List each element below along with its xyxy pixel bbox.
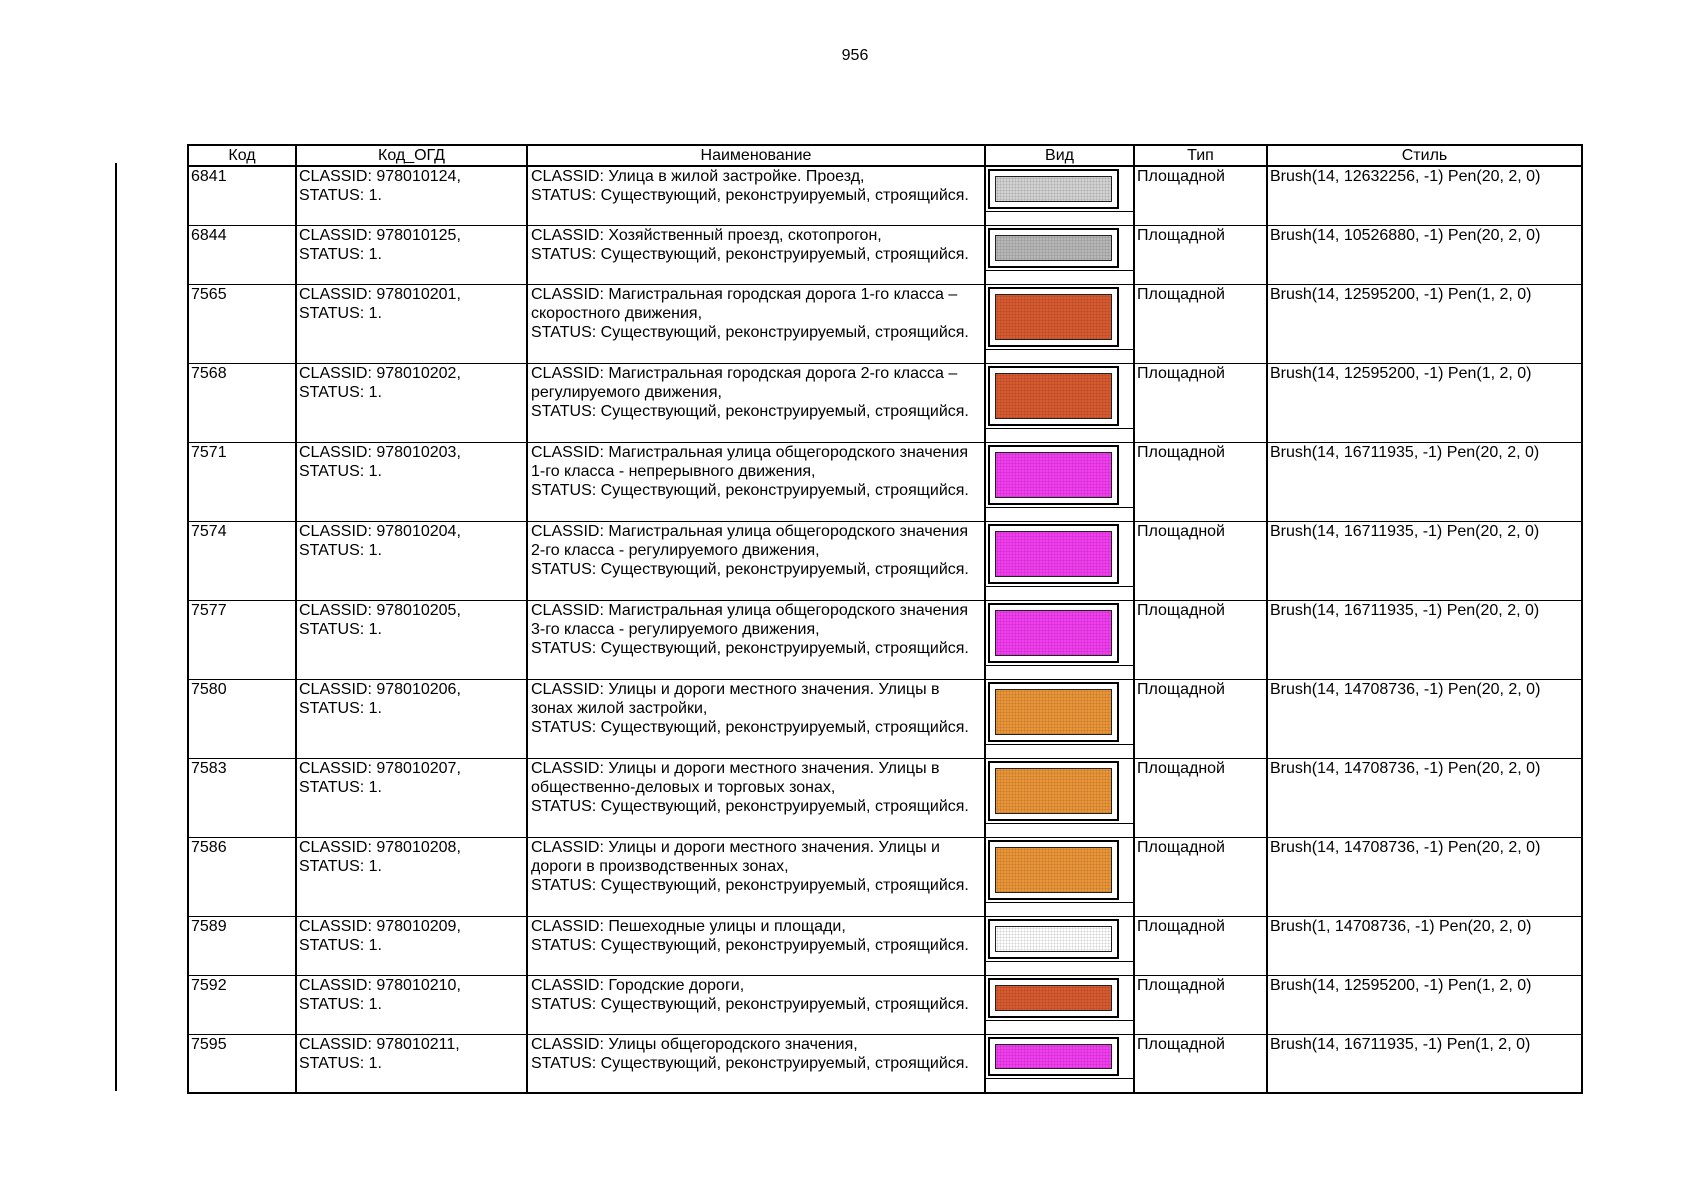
ogd-status: STATUS: 1. xyxy=(299,245,382,263)
swatch-underline xyxy=(986,744,1133,758)
cell-view xyxy=(985,679,1134,758)
swatch-frame xyxy=(988,603,1119,663)
cell-code: 6841 xyxy=(188,166,296,225)
cell-style: Brush(14, 12595200, -1) Pen(1, 2, 0) xyxy=(1267,363,1582,442)
table-row xyxy=(188,837,1582,916)
ogd-status: STATUS: 1. xyxy=(299,187,382,204)
table-row xyxy=(188,758,1582,837)
cell-type: Площадной xyxy=(1134,284,1267,363)
name-line-2: STATUS: Существующий, реконструируемый, строящийся. xyxy=(531,936,969,954)
swatch-underline xyxy=(986,665,1133,679)
cell-style: Brush(14, 16711935, -1) Pen(20, 2, 0) xyxy=(1267,521,1582,600)
name-line-2: зонах жилой застройки, xyxy=(531,699,708,717)
swatch-underline xyxy=(986,428,1133,442)
table-row xyxy=(188,916,1582,975)
name-line-3: STATUS: Существующий, реконструируемый, строящийся. xyxy=(531,481,969,499)
cell-name xyxy=(527,975,985,1034)
table-row xyxy=(188,225,1582,284)
header-view: Вид xyxy=(985,145,1134,166)
cell-style: Brush(14, 12632256, -1) Pen(20, 2, 0) xyxy=(1267,166,1582,225)
name-line-3: STATUS: Существующий, реконструируемый, строящийся. xyxy=(531,876,969,894)
swatch-underline xyxy=(986,211,1133,225)
cell-style: Brush(14, 14708736, -1) Pen(20, 2, 0) xyxy=(1267,758,1582,837)
ogd-classid: CLASSID: 978010203, xyxy=(299,443,461,461)
table-row xyxy=(188,284,1582,363)
header-name: Наименование xyxy=(527,145,985,166)
ogd-status: STATUS: 1. xyxy=(299,995,382,1013)
ogd-classid: CLASSID: 978010208, xyxy=(299,838,461,856)
cell-name xyxy=(527,225,985,284)
cell-style: Brush(14, 16711935, -1) Pen(1, 2, 0) xyxy=(1267,1034,1582,1093)
ogd-classid: CLASSID: 978010209, xyxy=(299,917,461,935)
cell-name xyxy=(527,837,985,916)
name-line-2: общественно-деловых и торговых зонах, xyxy=(531,778,836,796)
color-swatch xyxy=(995,235,1112,261)
table-row xyxy=(188,1034,1582,1093)
swatch-frame xyxy=(988,1037,1119,1077)
name-line-1: CLASSID: Магистральная улица общегородского значения xyxy=(531,443,969,461)
swatch-frame xyxy=(988,445,1119,505)
ogd-status: STATUS: 1. xyxy=(299,620,382,638)
cell-type: Площадной xyxy=(1134,758,1267,837)
color-swatch xyxy=(995,452,1112,498)
cell-view xyxy=(985,363,1134,442)
ogd-classid: CLASSID: 978010202, xyxy=(299,364,461,382)
name-line-2: 2-го класса - регулируемого движения, xyxy=(531,541,820,559)
cell-code: 7571 xyxy=(188,442,296,521)
name-line-1: CLASSID: Пешеходные улицы и площади, xyxy=(531,917,846,935)
cell-view xyxy=(985,916,1134,975)
ogd-classid: CLASSID: 978010125, xyxy=(299,226,461,244)
ogd-classid: CLASSID: 978010124, xyxy=(299,168,461,185)
name-line-1: CLASSID: Улицы и дороги местного значения. Улицы в xyxy=(531,680,940,698)
header-code: Код xyxy=(188,145,296,166)
ogd-status: STATUS: 1. xyxy=(299,541,382,559)
header-style: Стиль xyxy=(1267,145,1582,166)
name-line-3: STATUS: Существующий, реконструируемый, строящийся. xyxy=(531,718,969,736)
cell-name xyxy=(527,600,985,679)
cell-ogd xyxy=(296,284,527,363)
swatch-frame xyxy=(988,287,1119,347)
cell-type: Площадной xyxy=(1134,1034,1267,1093)
table-body xyxy=(188,166,1582,1093)
ogd-status: STATUS: 1. xyxy=(299,778,382,796)
cell-view xyxy=(985,1034,1134,1093)
name-line-2: 1-го класса - непрерывного движения, xyxy=(531,462,816,480)
cell-code: 6844 xyxy=(188,225,296,284)
cell-type: Площадной xyxy=(1134,916,1267,975)
ogd-classid: CLASSID: 978010211, xyxy=(299,1035,460,1053)
ogd-classid: CLASSID: 978010201, xyxy=(299,285,461,303)
cell-type: Площадной xyxy=(1134,600,1267,679)
cell-name xyxy=(527,521,985,600)
cell-view xyxy=(985,975,1134,1034)
margin-bar xyxy=(115,163,117,1091)
cell-style: Brush(14, 16711935, -1) Pen(20, 2, 0) xyxy=(1267,600,1582,679)
swatch-underline xyxy=(986,1020,1133,1034)
cell-name xyxy=(527,284,985,363)
swatch-frame xyxy=(988,169,1119,209)
swatch-underline xyxy=(986,586,1133,600)
cell-type: Площадной xyxy=(1134,442,1267,521)
table-row xyxy=(188,166,1582,225)
cell-ogd xyxy=(296,166,527,225)
swatch-underline xyxy=(986,823,1133,837)
legend-table xyxy=(187,144,1583,1094)
swatch-underline xyxy=(986,902,1133,916)
cell-code: 7568 xyxy=(188,363,296,442)
cell-type: Площадной xyxy=(1134,837,1267,916)
table-row xyxy=(188,521,1582,600)
name-line-1: CLASSID: Улицы общегородского значения, xyxy=(531,1035,858,1053)
cell-type: Площадной xyxy=(1134,521,1267,600)
color-swatch xyxy=(995,373,1112,419)
name-line-3: STATUS: Существующий, реконструируемый, строящийся. xyxy=(531,323,969,341)
name-line-1: CLASSID: Магистральная улица общегородского значения xyxy=(531,522,969,540)
name-line-1: CLASSID: Магистральная городская дорога 2-го класса – xyxy=(531,364,958,382)
ogd-status: STATUS: 1. xyxy=(299,304,382,322)
cell-style: Brush(1, 14708736, -1) Pen(20, 2, 0) xyxy=(1267,916,1582,975)
swatch-frame xyxy=(988,761,1119,821)
swatch-underline xyxy=(986,349,1133,363)
cell-ogd xyxy=(296,442,527,521)
cell-style: Brush(14, 16711935, -1) Pen(20, 2, 0) xyxy=(1267,442,1582,521)
cell-view xyxy=(985,521,1134,600)
cell-ogd xyxy=(296,916,527,975)
name-line-3: STATUS: Существующий, реконструируемый, строящийся. xyxy=(531,639,969,657)
swatch-frame xyxy=(988,840,1119,900)
name-line-1: CLASSID: Хозяйственный проезд, скотопрогон, xyxy=(531,226,882,244)
cell-style: Brush(14, 14708736, -1) Pen(20, 2, 0) xyxy=(1267,679,1582,758)
name-line-2: регулируемого движения, xyxy=(531,383,722,401)
cell-view xyxy=(985,166,1134,225)
cell-ogd xyxy=(296,837,527,916)
cell-ogd xyxy=(296,225,527,284)
cell-type: Площадной xyxy=(1134,679,1267,758)
cell-type: Площадной xyxy=(1134,363,1267,442)
color-swatch xyxy=(995,176,1112,202)
table-row xyxy=(188,442,1582,521)
cell-code: 7583 xyxy=(188,758,296,837)
cell-name xyxy=(527,363,985,442)
name-line-2: STATUS: Существующий, реконструируемый, строящийся. xyxy=(531,995,969,1013)
name-line-1: CLASSID: Магистральная улица общегородского значения xyxy=(531,601,969,619)
cell-type: Площадной xyxy=(1134,975,1267,1034)
ogd-classid: CLASSID: 978010206, xyxy=(299,680,461,698)
table-row xyxy=(188,975,1582,1034)
color-swatch xyxy=(995,926,1112,952)
header-type: Тип xyxy=(1134,145,1267,166)
color-swatch xyxy=(995,1044,1112,1070)
name-line-1: CLASSID: Городские дороги, xyxy=(531,976,745,994)
name-line-1: CLASSID: Улица в жилой застройке. Проезд, xyxy=(531,168,865,185)
name-line-2: дороги в производственных зонах, xyxy=(531,857,789,875)
cell-name xyxy=(527,1034,985,1093)
ogd-classid: CLASSID: 978010210, xyxy=(299,976,461,994)
cell-ogd xyxy=(296,679,527,758)
swatch-frame xyxy=(988,919,1119,959)
cell-ogd xyxy=(296,758,527,837)
cell-ogd xyxy=(296,1034,527,1093)
ogd-status: STATUS: 1. xyxy=(299,699,382,717)
cell-name xyxy=(527,758,985,837)
cell-code: 7595 xyxy=(188,1034,296,1093)
swatch-frame xyxy=(988,524,1119,584)
name-line-3: STATUS: Существующий, реконструируемый, строящийся. xyxy=(531,560,969,578)
name-line-2: STATUS: Существующий, реконструируемый, строящийся. xyxy=(531,245,969,263)
ogd-status: STATUS: 1. xyxy=(299,1054,382,1072)
name-line-1: CLASSID: Улицы и дороги местного значения. Улицы в xyxy=(531,759,940,777)
cell-code: 7574 xyxy=(188,521,296,600)
cell-view xyxy=(985,758,1134,837)
ogd-status: STATUS: 1. xyxy=(299,383,382,401)
cell-style: Brush(14, 12595200, -1) Pen(1, 2, 0) xyxy=(1267,284,1582,363)
swatch-frame xyxy=(988,366,1119,426)
table-row xyxy=(188,679,1582,758)
ogd-status: STATUS: 1. xyxy=(299,462,382,480)
color-swatch xyxy=(995,768,1112,814)
cell-code: 7586 xyxy=(188,837,296,916)
swatch-underline xyxy=(986,1078,1133,1092)
name-line-1: CLASSID: Магистральная городская дорога 1-го класса – xyxy=(531,285,958,303)
swatch-underline xyxy=(986,270,1133,284)
cell-code: 7577 xyxy=(188,600,296,679)
cell-name xyxy=(527,679,985,758)
cell-view xyxy=(985,225,1134,284)
swatch-underline xyxy=(986,961,1133,975)
table-row xyxy=(188,363,1582,442)
header-ogd: Код_ОГД xyxy=(296,145,527,166)
color-swatch xyxy=(995,610,1112,656)
ogd-classid: CLASSID: 978010204, xyxy=(299,522,461,540)
color-swatch xyxy=(995,847,1112,893)
cell-view xyxy=(985,837,1134,916)
cell-name xyxy=(527,166,985,225)
name-line-2: STATUS: Существующий, реконструируемый, строящийся. xyxy=(531,187,969,204)
cell-code: 7592 xyxy=(188,975,296,1034)
name-line-1: CLASSID: Улицы и дороги местного значения. Улицы и xyxy=(531,838,940,856)
cell-ogd xyxy=(296,363,527,442)
name-line-2: скоростного движения, xyxy=(531,304,703,322)
cell-code: 7580 xyxy=(188,679,296,758)
ogd-classid: CLASSID: 978010207, xyxy=(299,759,461,777)
cell-type: Площадной xyxy=(1134,166,1267,225)
cell-view xyxy=(985,442,1134,521)
cell-style: Brush(14, 12595200, -1) Pen(1, 2, 0) xyxy=(1267,975,1582,1034)
color-swatch xyxy=(995,689,1112,735)
name-line-2: STATUS: Существующий, реконструируемый, строящийся. xyxy=(531,1054,969,1072)
swatch-frame xyxy=(988,682,1119,742)
header-row xyxy=(188,145,1582,166)
cell-name xyxy=(527,916,985,975)
color-swatch xyxy=(995,294,1112,340)
color-swatch xyxy=(995,985,1112,1011)
swatch-underline xyxy=(986,507,1133,521)
cell-ogd xyxy=(296,521,527,600)
swatch-frame xyxy=(988,978,1119,1018)
name-line-2: 3-го класса - регулируемого движения, xyxy=(531,620,820,638)
cell-ogd xyxy=(296,600,527,679)
ogd-classid: CLASSID: 978010205, xyxy=(299,601,461,619)
cell-type: Площадной xyxy=(1134,225,1267,284)
ogd-status: STATUS: 1. xyxy=(299,936,382,954)
cell-view xyxy=(985,284,1134,363)
swatch-frame xyxy=(988,228,1119,268)
cell-view xyxy=(985,600,1134,679)
cell-code: 7565 xyxy=(188,284,296,363)
color-swatch xyxy=(995,531,1112,577)
ogd-status: STATUS: 1. xyxy=(299,857,382,875)
page-number: 956 xyxy=(841,47,869,64)
cell-style: Brush(14, 10526880, -1) Pen(20, 2, 0) xyxy=(1267,225,1582,284)
cell-name xyxy=(527,442,985,521)
cell-ogd xyxy=(296,975,527,1034)
name-line-3: STATUS: Существующий, реконструируемый, строящийся. xyxy=(531,797,969,815)
table-row xyxy=(188,600,1582,679)
cell-code: 7589 xyxy=(188,916,296,975)
cell-style: Brush(14, 14708736, -1) Pen(20, 2, 0) xyxy=(1267,837,1582,916)
name-line-3: STATUS: Существующий, реконструируемый, строящийся. xyxy=(531,402,969,420)
